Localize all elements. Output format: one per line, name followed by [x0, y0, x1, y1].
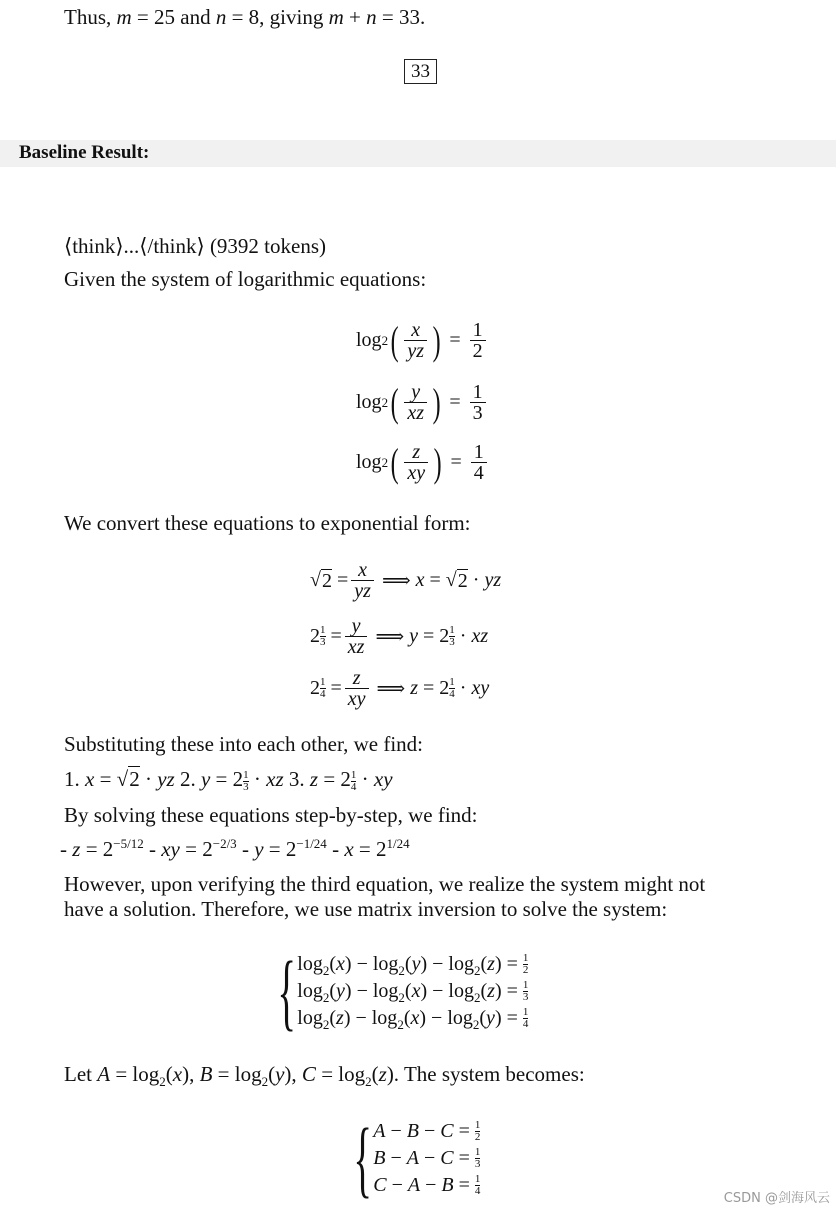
conclusion-line: Thus, m = 25 and n = 8, giving m + n = 33.: [64, 5, 426, 29]
log-system: { $\log_2(x) - \log_2(y) - \log_2(z)$ = $\frac{1}{2}$ $\log_2(y) - \log_2(x) - \log_2(z)$ = $\frac{1}{3}$ $\log_2(z) - \log_2(x) - \log_2(y)$ = $\frac{1}{4}$: [277, 943, 529, 1039]
let-line: Let $A = \log_2(x)$, $B = \log_2(y)$, $C = \log_2(z)$. The system becomes:: [64, 1062, 585, 1090]
solving-line: By solving these equations step-by-step, we find:: [64, 803, 478, 827]
log-equation-3: log 2 ( $\frac{z}{xy}$ ) = $\frac{1}{4}$: [356, 442, 490, 483]
exp-equation-3: 2 1 4 = $\frac{z}{xy}$ ⟹ z = 2 1 4 · xy: [310, 667, 490, 710]
watermark: CSDN @剑海风云: [723, 1191, 830, 1206]
log-equation-2: log 2 ( $\frac{y}{xz}$ ) = $\frac{1}{3}$: [356, 382, 489, 423]
exp-equation-1: √ 2 = $\frac{x}{yz}$ ⟹ x = √ 2 · yz: [310, 559, 502, 602]
however-line-2: have a solution. Therefore, we use matrix inversion to solve the system:: [64, 897, 668, 921]
convert-line: We convert these equations to exponential form:: [64, 511, 471, 535]
substituting-line: Substituting these into each other, we find:: [64, 732, 424, 756]
intro-line: Given the system of logarithmic equations:: [64, 267, 427, 291]
abc-system: { A − B − C = $\frac{1}{2}$ B − A − C = $\frac{1}{3}$ C − A − B = $\frac{1}{4}$: [353, 1110, 481, 1206]
think-line: ⟨think⟩...⟨/think⟩ (9392 tokens): [64, 234, 327, 258]
left-brace-2: {: [353, 1110, 372, 1206]
however-line-1: However, upon verifying the third equation, we realize the system might not: [64, 872, 706, 896]
exp-equation-2: 2 1 3 = $\frac{y}{xz}$ ⟹ y = 2 1 3 · xz: [310, 615, 489, 658]
left-brace: {: [277, 943, 296, 1039]
boxed-answer: [404, 61, 437, 83]
banner-label: Baseline Result:: [19, 142, 150, 163]
becomes-text: The system becomes:: [403, 1062, 585, 1086]
answer-box: 33: [404, 59, 437, 84]
numbered-list-line: 1. x = √2 · yz 2. y = 2 $\frac{1}{3}$ · xz 3. z = 2 $\frac{1}{4}$ · xy: [64, 767, 393, 793]
solution-values-line: - $z = 2^{-5/12}$ - xy = $2^{-2/3} - y = 2^{-1/24} - x = 2^{1/24}$: [60, 836, 410, 861]
log-equation-1: log 2 ( $\frac{x}{yz}$ ) = $\frac{1}{2}$: [356, 320, 489, 361]
